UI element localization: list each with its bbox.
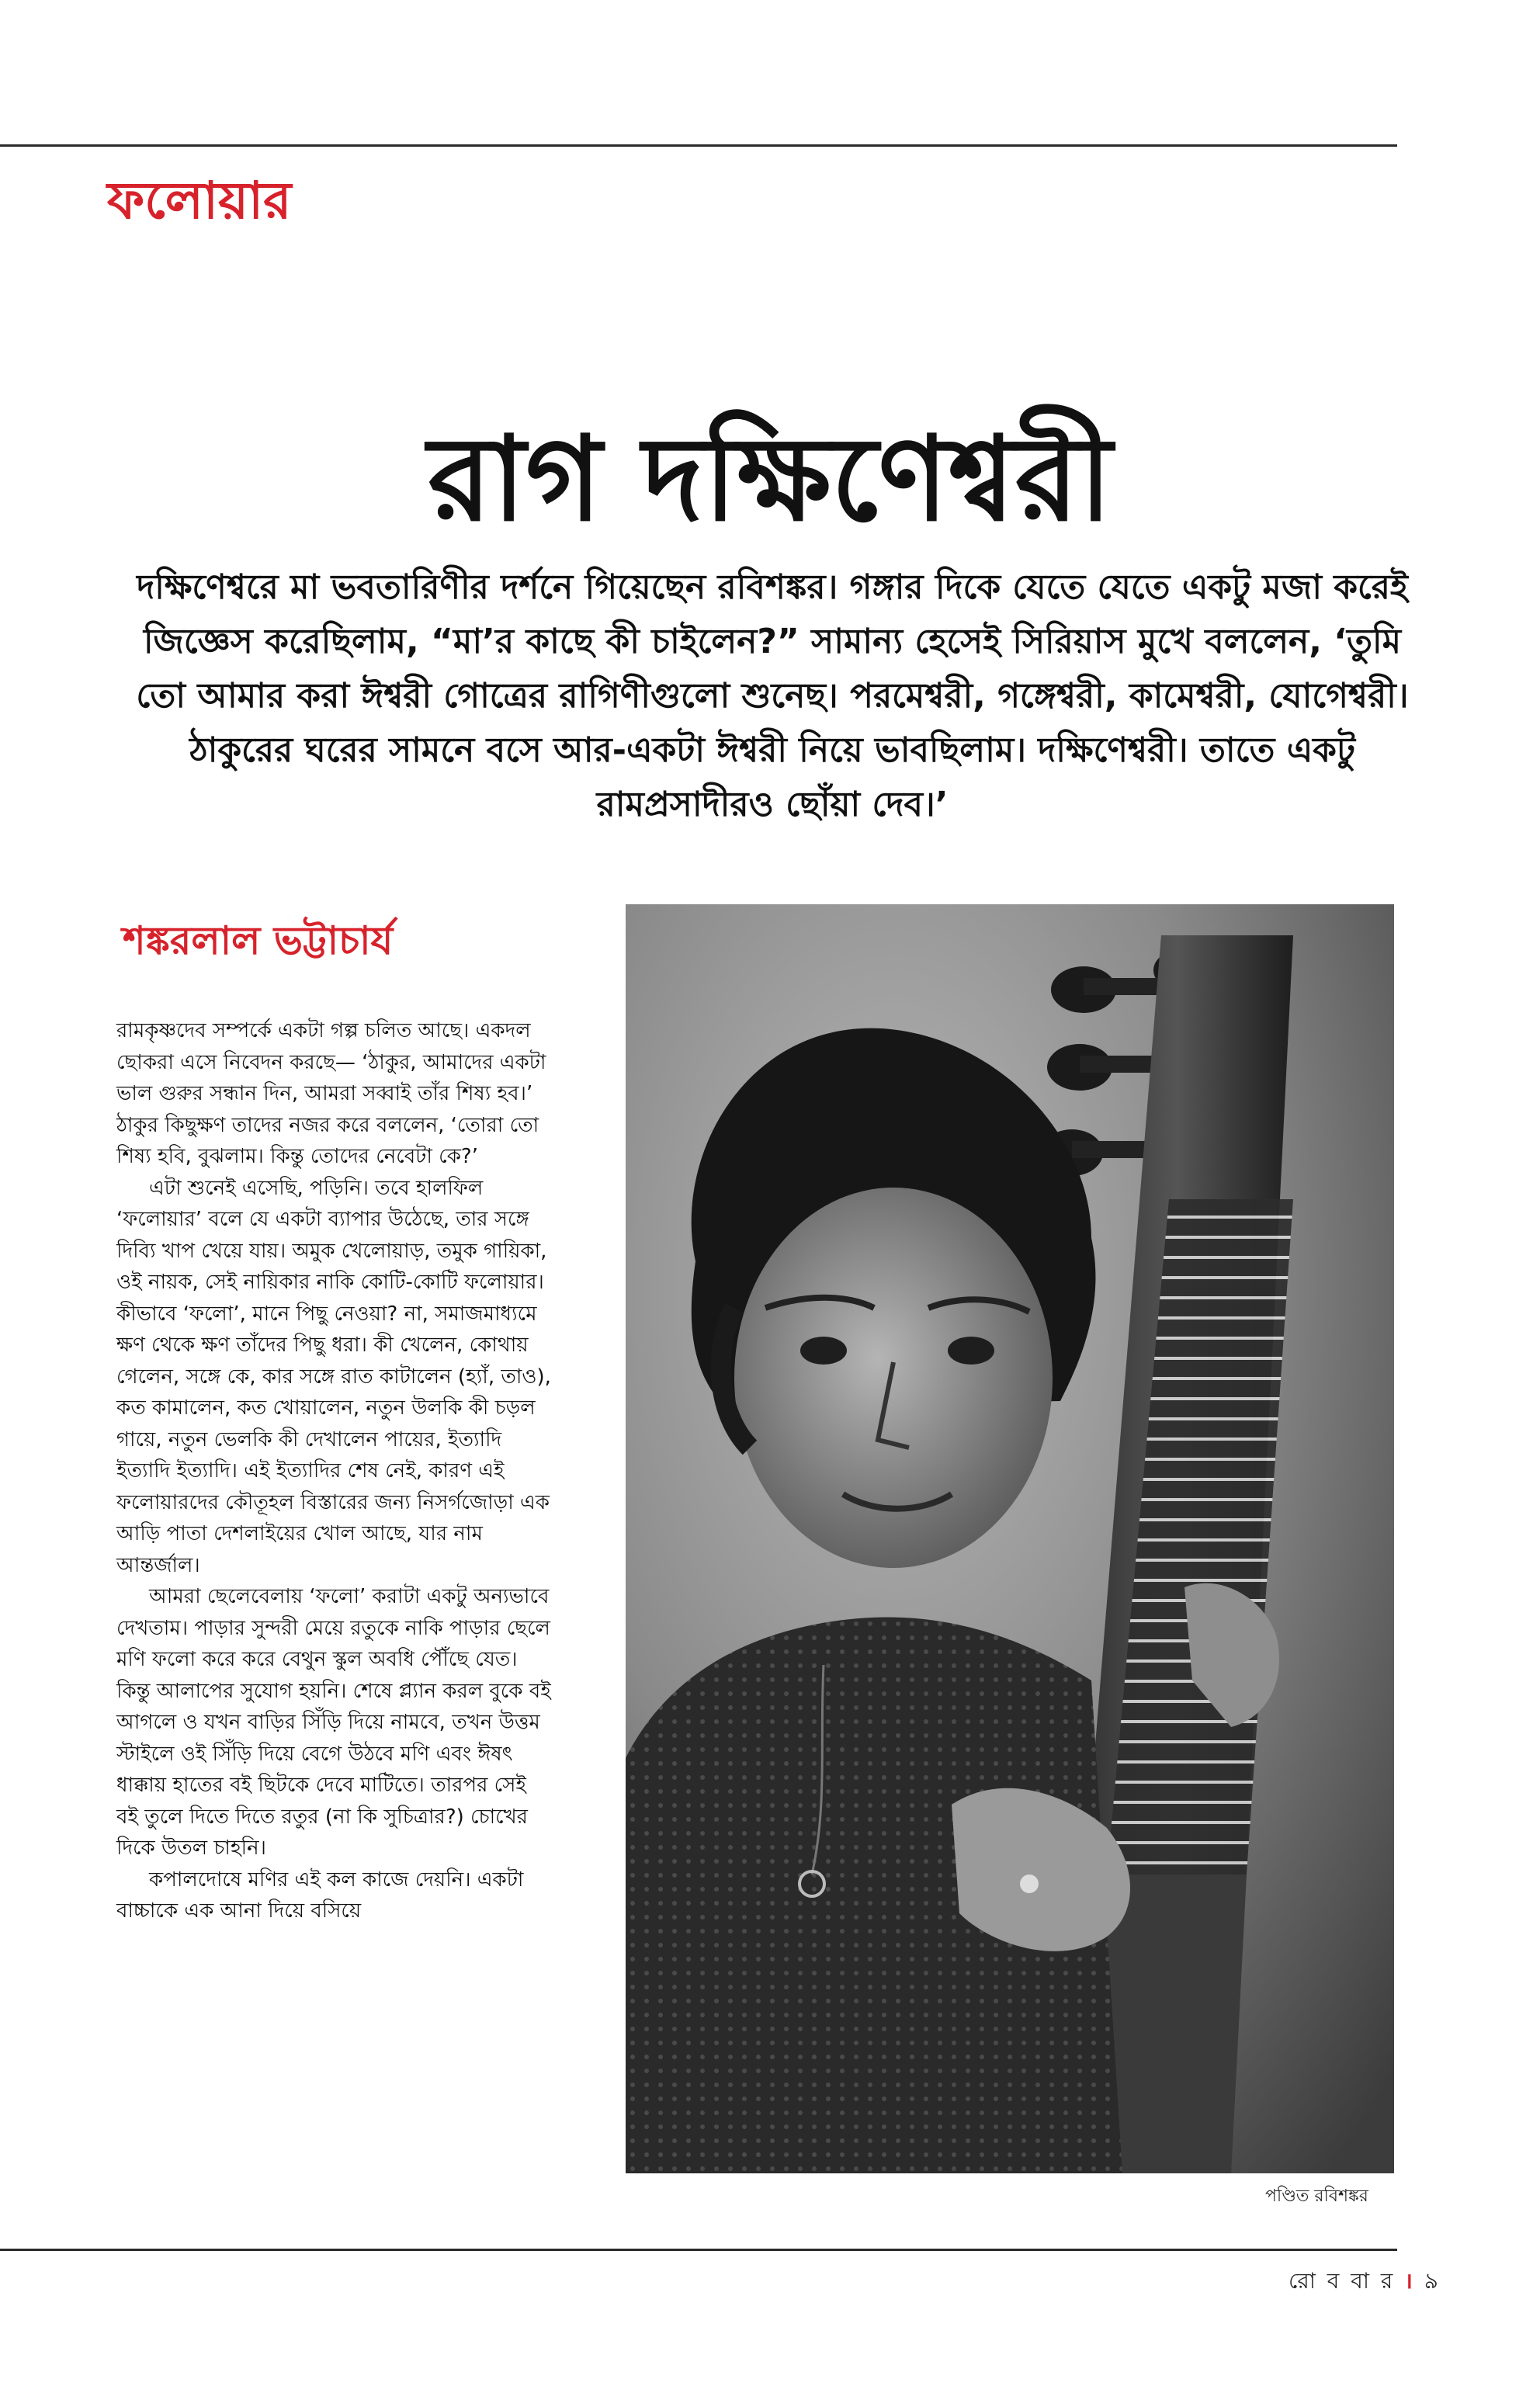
byline: শঙ্করলাল ভট্টাচার্য [123, 917, 394, 963]
article-paragraph: রামকৃষ্ণদেব সম্পর্কে একটা গল্প চলিত আছে। একদল ছোকরা এসে নিবেদন করছে— ‘ঠাকুর, আমাদের একটা ভাল গুরুর সন্ধান দিন, আমরা সব্বাই তাঁর শিষ্য হব।’ ঠাকুর কিছুক্ষণ তাদের নজর করে বললেন, ‘তোরা তো শিষ্য হবি, বুঝলাম। কিন্তু তোদের নেবেটা কে?’ [116, 1019, 546, 1168]
top-rule [0, 144, 1397, 147]
folio-separator: । [1404, 2268, 1415, 2294]
bottom-rule [0, 2249, 1397, 2251]
magazine-name: রো ব বা র [1289, 2268, 1396, 2294]
standfirst: দক্ষিণেশ্বরে মা ভবতারিণীর দর্শনে গিয়েছেন রবিশঙ্কর। গঙ্গার দিকে যেতে যেতে একটু মজা করেই জিজ্ঞেস করেছিলাম, “মা’র কাছে কী চাইলেন?” সামান্য হেসেই সিরিয়াস মুখে বললেন, ‘তুমি তো আমার করা ঈশ্বরী গোত্রের রাগিণীগুলো শুনেছ। পরমেশ্বরী, গঙ্গেশ্বরী, কামেশ্বরী, যোগেশ্বরী। ঠাকুরের ঘরের সামনে বসে আর-একটা ঈশ্বরী নিয়ে ভাবছিলাম। দক্ষিণেশ্বরী। তাতে একটু রামপ্রসাদীরও ছোঁয়া দেব।’ [136, 567, 1409, 824]
headline: রাগ দক্ষিণেশ্বরী [428, 411, 1112, 547]
article-paragraph: আমরা ছেলেবেলায় ‘ফলো’ করাটা একটু অন্যভাবে দেখতাম। পাড়ার সুন্দরী মেয়ে রতুকে নাকি পাড়ার ছেলে মণি ফলো করে করে বেথুন স্কুল অবধি পৌঁছে যেত। কিন্তু আলাপের সুযোগ হয়নি। শেষে প্ল্যান করল বুকে বই আগলে ও যখন বাড়ির সিঁড়ি দিয়ে নামবে, তখন উত্তম স্টাইলে ওই সিঁড়ি দিয়ে বেগে উঠবে মণি এবং ঈষৎ ধাক্কায় হাতের বই ছিটকে দেবে মাটিতে। তারপর সেই বই তুলে দিতে দিতে রতুর (না কি সুচিত্রার?) চোখের দিকে উতল চাহনি। [116, 1585, 551, 1860]
photo-caption: পণ্ডিত রবিশঙ্কর [1265, 2187, 1368, 2206]
portrait-illustration [626, 904, 1394, 2173]
page-folio [1289, 2264, 1441, 2301]
portrait-photo [626, 904, 1394, 2173]
section-label: ফলোয়ার [107, 170, 292, 231]
article-paragraph: কপালদোষে মণির এই কল কাজে দেয়নি। একটা বাচ্চাকে এক আনা দিয়ে বসিয়ে [116, 1868, 524, 1923]
page-number: ৯ [1424, 2268, 1441, 2294]
article-paragraph: এটা শুনেই এসেছি, পড়িনি। তবে হালফিল ‘ফলোয়ার’ বলে যে একটা ব্যাপার উঠেছে, তার সঙ্গে দিব্যি খাপ খেয়ে যায়। অমুক খেলোয়াড়, তমুক গায়িকা, ওই নায়ক, সেই নায়িকার নাকি কোটি-কোটি ফলোয়ার। কীভাবে ‘ফলো’, মানে পিছু নেওয়া? না, সমাজমাধ্যমে ক্ষণ থেকে ক্ষণ তাঁদের পিছু ধরা। কী খেলেন, কোথায় গেলেন, সঙ্গে কে, কার সঙ্গে রাত কাটালেন (হ্যাঁ, তাও), কত কামালেন, কত খোয়ালেন, নতুন উলকি কী চড়ল গায়ে, নতুন ভেলকি কী দেখালেন পায়ের, ইত্যাদি ইত্যাদি ইত্যাদি। এই ইত্যাদির শেষ নেই, কারণ এই ফলোয়ারদের কৌতূহল বিস্তারের জন্য নিসর্গজোড়া এক আড়ি পাতা দেশলাইয়ের খোল আছে, যার নাম আন্তর্জাল। [116, 1176, 551, 1577]
article-body [116, 1015, 551, 1927]
